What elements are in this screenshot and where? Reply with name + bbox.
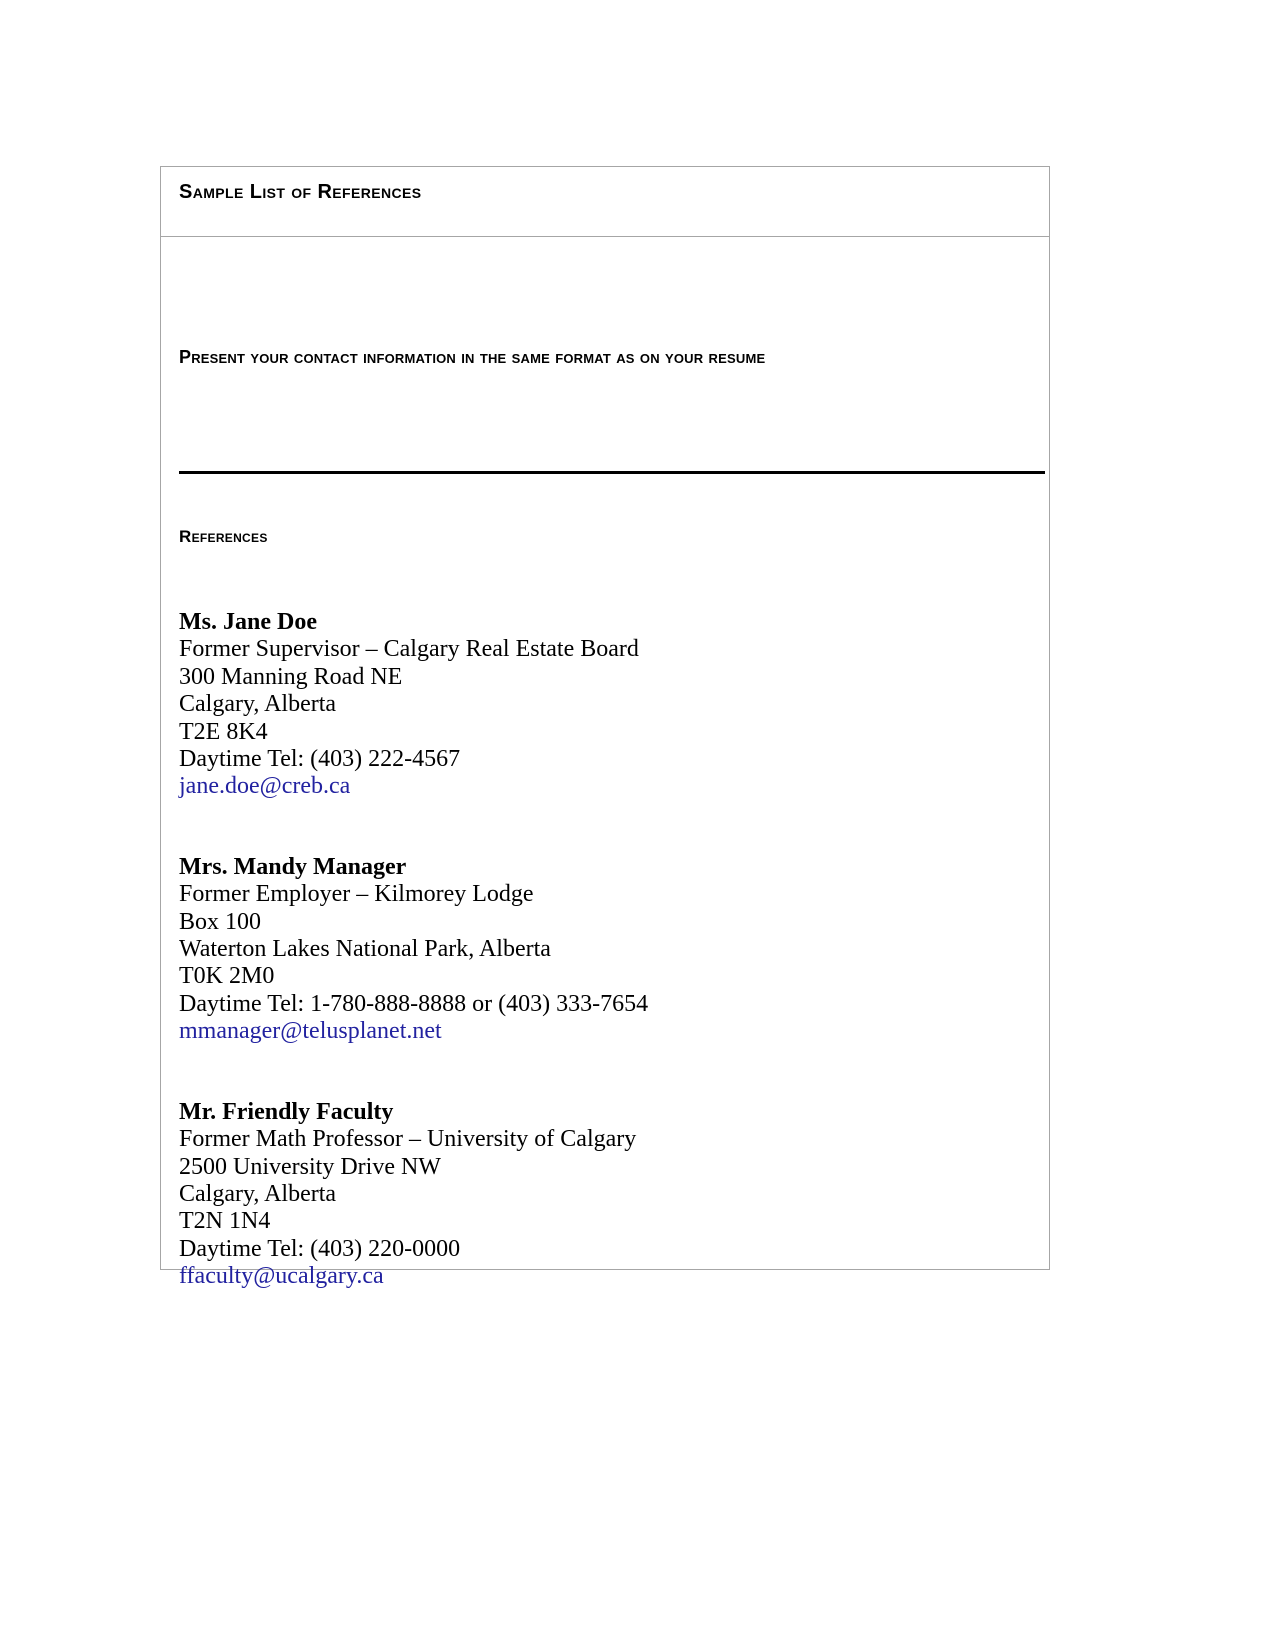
section-divider	[179, 471, 1045, 474]
reference-phone: Daytime Tel: (403) 222-4567	[179, 746, 461, 773]
reference-postal-code: T0K 2M0	[179, 963, 275, 990]
page-title: Sample List of References	[179, 181, 422, 203]
reference-name: Mrs. Mandy Manager	[179, 853, 407, 880]
reference-phone: Daytime Tel: (403) 220-0000	[179, 1235, 461, 1262]
reference-street: Box 100	[179, 908, 262, 935]
reference-postal-code: T2E 8K4	[179, 718, 268, 745]
reference-city: Calgary, Alberta	[179, 1180, 337, 1207]
instruction-text: Present your contact information in the same format as on your resume	[179, 347, 766, 367]
reference-street: 2500 University Drive NW	[179, 1153, 441, 1180]
document-body	[161, 237, 1049, 1290]
reference-email-link[interactable]: ffaculty@ucalgary.ca	[179, 1263, 384, 1290]
references-section-heading: References	[179, 527, 268, 546]
document-frame	[160, 166, 1050, 1290]
reference-relationship: Former Math Professor – University of Calgary	[179, 1126, 637, 1153]
reference-name: Mr. Friendly Faculty	[179, 1098, 394, 1125]
reference-street: 300 Manning Road NE	[179, 663, 403, 690]
reference-postal-code: T2N 1N4	[179, 1208, 271, 1235]
reference-city: Waterton Lakes National Park, Alberta	[179, 936, 551, 963]
reference-phone: Daytime Tel: 1-780-888-8888 or (403) 333-7654	[179, 990, 649, 1017]
reference-email-link[interactable]: mmanager@telusplanet.net	[179, 1018, 442, 1045]
reference-city: Calgary, Alberta	[179, 691, 337, 718]
reference-entry	[179, 854, 1029, 1046]
reference-relationship: Former Employer – Kilmorey Lodge	[179, 881, 534, 908]
reference-email-link[interactable]: jane.doe@creb.ca	[179, 773, 351, 800]
reference-entry	[179, 609, 1029, 801]
reference-entry	[179, 1099, 1029, 1291]
title-cell	[161, 167, 1049, 237]
references-list	[179, 609, 1029, 1291]
reference-name: Ms. Jane Doe	[179, 609, 317, 635]
reference-relationship: Former Supervisor – Calgary Real Estate Board	[179, 636, 639, 663]
